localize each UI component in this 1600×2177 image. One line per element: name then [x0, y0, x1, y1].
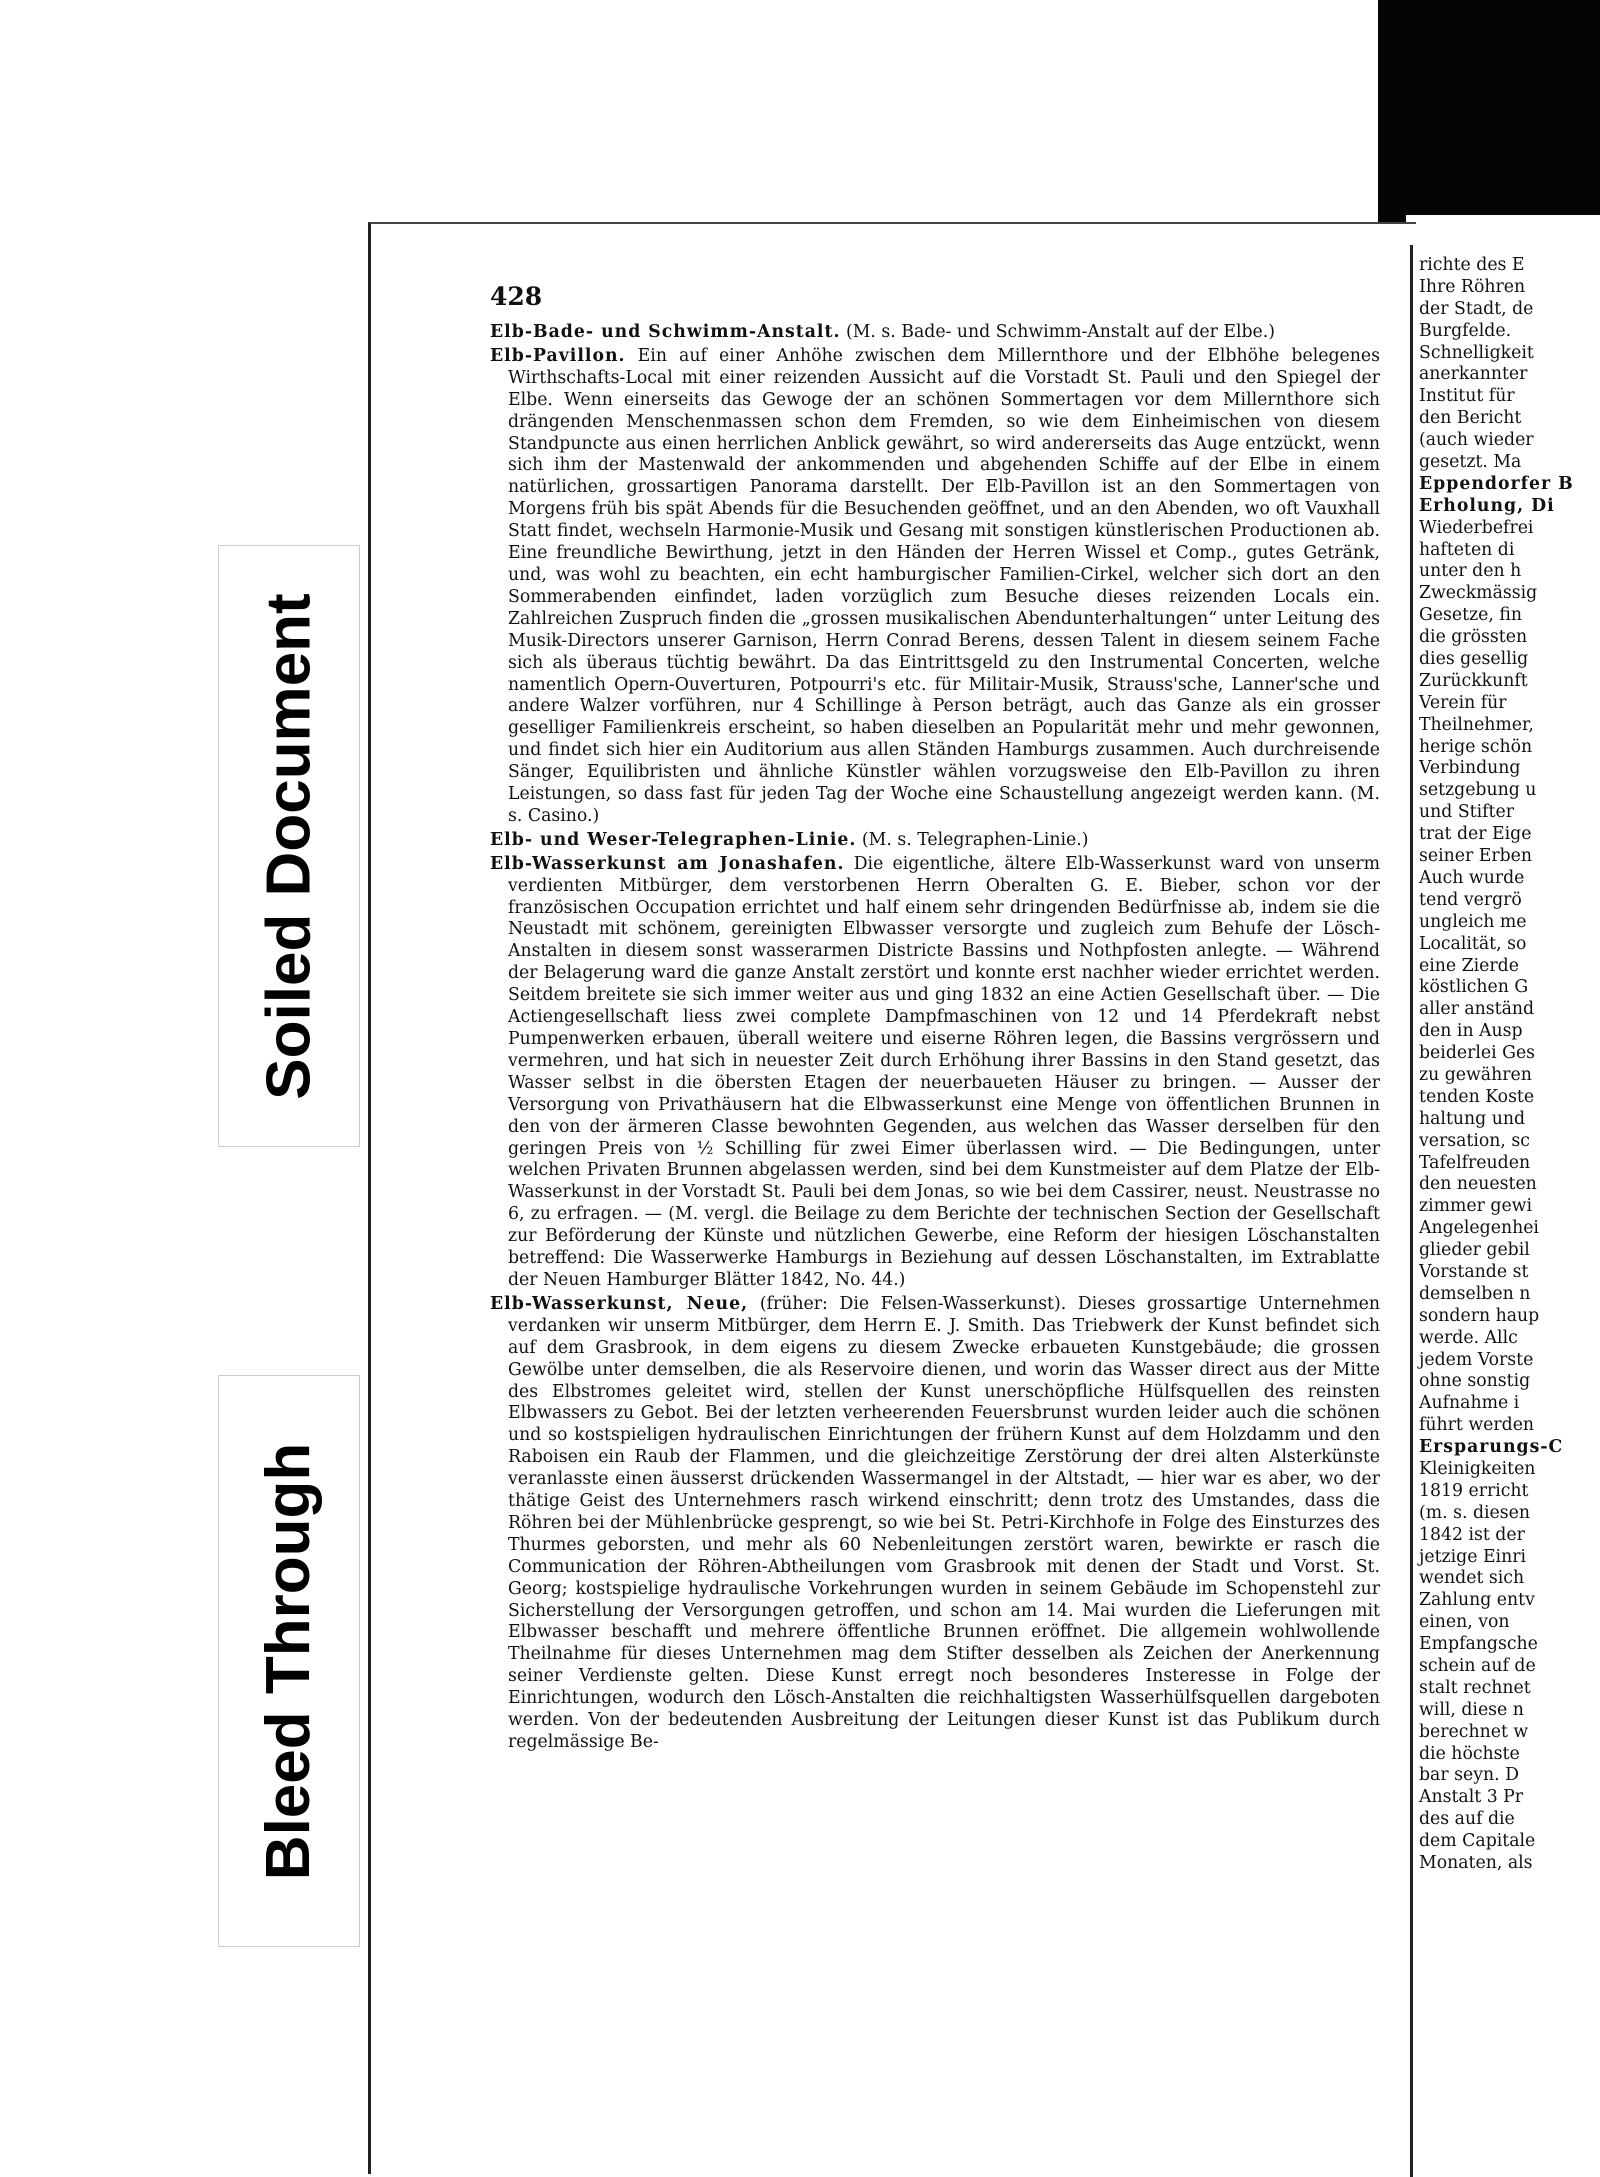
facing-page-line: Zahlung entv: [1419, 1590, 1535, 1611]
facing-page-line: beiderlei Ges: [1419, 1043, 1536, 1064]
facing-page-line: (auch wieder: [1419, 430, 1534, 451]
scanner-edge-black: [1378, 0, 1600, 215]
facing-page-line: den in Ausp: [1419, 1021, 1523, 1042]
facing-page-line: Aufnahme i: [1419, 1393, 1520, 1414]
page-number: 428: [490, 282, 543, 311]
entry-body: (früher: Die Felsen-Wasserkunst). Dieses grossartige Unternehmen verdanken wir unserm Mitbürger, dem Herrn E. J. Smith. Das Triebwerk der Kunst befindet sich auf dem Grasbrook, in dem eigens zu diesem Zwecke erbaueten Kunstgebäude; die grossen Gewölbe unter demselben, die als Reservoire dienen, und worin das Wasser direct aus der Mitte des Elbstromes geleitet wird, stellen der Kunst unerschöpfliche Hülfsquellen des reinsten Elbwassers zu Gebot. Bei der letzten verheerenden Feuersbrunst wurden leider auch die schönen und so kostspieligen hydraulischen Einrichtungen der frühern Kunst auf dem Holzdamm und den Raboisen ein Raub der Flammen, und die gleichzeitige Zerstörung der drei alten Alsterkünste veranlasste einen äusserst drückenden Wassermangel in der Altstadt, — hier war es aber, wo der thätige Geist des Unternehmers rasch wirkend einschritt; denn trotz des Umstandes, dass die Röhren bei der Mühlenbrücke gesprengt, so wie bei St. Petri-Kirchhofe in Folge des Einsturzes des Thurmes geborsten, und mehr als 60 Nebenleitungen zerstört waren, bewirkte er rasch die Communication der Röhren-Abtheilungen vom Grasbrook mit denen der Stadt und Vorst. St. Georg; kostspielige hydraulische Vorkehrungen wurden in seinem Gebäude im Schopenstehl zur Sicherstellung der Versorgungen getroffen, und schon am 14. Mai wurden die Lieferungen mit Elbwasser beschafft und mehrere öffentliche Brunnen eröffnet. Die allgemein wohlwollende Theilnahme für dieses Unternehmen mag dem Stifter desselben als Zeichen der Anerkennung seiner Verdienste gelten. Diese Kunst erregt noch besonderes Insteresse in Folge der Einrichtungen, wodurch den Lösch-Anstalten die reichhaltigsten Wasserhülfsquellen dargeboten werden. Von der bedeutenden Ausbreitung der Leitungen dieser Kunst ist das Publikum durch regelmässige Be-: [508, 1293, 1381, 1752]
facing-page-line: die grössten: [1419, 627, 1528, 648]
facing-page-line: sondern haup: [1419, 1305, 1540, 1326]
facing-page-line: dem Capitale: [1419, 1831, 1536, 1852]
main-text-column: [490, 322, 1380, 1756]
bleed-through-label: Bleed Through: [254, 1442, 324, 1880]
entry-head: Elb-Wasserkunst am Jonashafen.: [490, 853, 845, 874]
facing-page-line: Auch wurde: [1419, 867, 1525, 888]
soiled-document-label: Soiled Document: [254, 592, 324, 1100]
facing-page-line: tend vergrö: [1419, 889, 1522, 910]
entry-wasserkunst-neue: [490, 1294, 1380, 1754]
facing-page-line: anerkannter: [1419, 364, 1528, 385]
facing-page-line: ungleich me: [1419, 911, 1527, 932]
bleed-through-tab: [218, 1375, 360, 1947]
facing-page-line: haltung und: [1419, 1108, 1526, 1129]
facing-page-line: Zurückkunft: [1419, 670, 1528, 691]
facing-page-line: richte des E: [1419, 255, 1525, 275]
entry-body: Ein auf einer Anhöhe zwischen dem Millernthore und der Elbhöhe belegenes Wirthschafts-Local mit einer reizenden Aussicht auf die Vorstadt St. Pauli und den Spiegel der Elbe. Wenn einerseits das Gewoge der an schönen Sommertagen vor dem Millernthore sich drängenden Menschenmassen schon dem Fremden, so wie dem Einheimischen von diesem Standpuncte aus einen herrlichen Anblick gewährt, so wird andererseits das Auge entzückt, wenn sich ihm der Mastenwald der ankommenden und abgehenden Schiffe auf der Elbe in einem natürlichen, grossartigen Panorama darstellt. Der Elb-Pavillon ist an den Sommertagen von Morgens früh bis spät Abends für die Besuchenden geöffnet, und an den Abenden, wo oft Vauxhall Statt findet, wechseln Harmonie-Musik und Gesang mit sonstigen künstlerischen Productionen ab. Eine freundliche Bewirthung, jetzt in den Händen der Herren Wissel et Comp., gutes Getränk, und, was wohl zu beachten, ein echt hamburgischer Familien-Cirkel, welcher sich dort an den Sommerabenden einfindet, laden vorzüglich zum Besuche dieses reizenden Locals ein. Zahlreichen Zuspruch finden die „grossen musikalischen Abendunterhaltungen“ unter Leitung des Musik-Directors unserer Garnison, Herrn Conrad Berens, dessen Talent in diesem seinem Fache sich als überaus tüchtig bewährt. Da das Eintrittsgeld zu den Instrumental Concerten, welche namentlich Opern-Ouverturen, Potpourri's etc. für Militair-Musik, Strauss'sche, Lanner'sche und andere Walzer vorführen, nur 4 Schillinge à Person beträgt, auch das Ganze als ein grosser geselliger Familienkreis erscheint, so haben dieselben an Popularität mehr und mehr gewonnen, und findet sich hier ein Auditorium aus allen Ständen Hamburgs zusammen. Auch durchreisende Sänger, Equilibristen und ähnliche Künstler wählen vorzugsweise den Elb-Pavillon zu ihren Leistungen, so dass fast für jeden Tag der Woche eine Schaustellung angezeigt werden kann. (M. s. Casino.): [508, 345, 1380, 826]
facing-page-line: zimmer gewi: [1419, 1196, 1532, 1217]
facing-page-line: führt werden: [1419, 1415, 1535, 1436]
facing-page-text: [1419, 255, 1600, 1875]
entry-head: Elb-Bade- und Schwimm-Anstalt.: [490, 322, 841, 342]
entry-elb-bade: [490, 322, 1380, 344]
entry-telegraphen: [490, 830, 1380, 852]
facing-page-line: Theilnehmer,: [1419, 714, 1534, 735]
facing-page-line: stalt rechnet: [1419, 1677, 1531, 1698]
facing-page-line: köstlichen G: [1419, 977, 1529, 998]
facing-page-line: Ersparungs-C: [1419, 1437, 1564, 1458]
facing-page-line: und Stifter: [1419, 802, 1514, 823]
facing-page-line: 1842 ist der: [1419, 1524, 1525, 1545]
facing-page-line: Wiederbefrei: [1419, 517, 1534, 538]
entry-head: Elb-Wasserkunst, Neue,: [490, 1293, 749, 1314]
entry-head: Elb- und Weser-Telegraphen-Linie.: [490, 829, 857, 850]
facing-page-line: Zweckmässig: [1419, 583, 1538, 604]
facing-page-line: berechnet w: [1419, 1721, 1529, 1742]
facing-page-line: jetzige Einri: [1419, 1546, 1527, 1567]
facing-page-line: Institut für: [1419, 386, 1515, 407]
facing-page-line: demselben n: [1419, 1283, 1531, 1304]
facing-page-line: herige schön: [1419, 736, 1533, 757]
facing-page-line: Eppendorfer B: [1419, 473, 1574, 494]
facing-page-line: glieder gebil: [1419, 1240, 1530, 1261]
facing-page-line: den Bericht: [1419, 408, 1522, 429]
facing-page-line: tenden Koste: [1419, 1086, 1535, 1107]
facing-page-line: zu gewähren: [1419, 1064, 1532, 1085]
facing-page-line: Localität, so: [1419, 933, 1527, 954]
facing-page-line: Kleinigkeiten: [1419, 1458, 1536, 1479]
facing-page-line: Tafelfreuden: [1419, 1152, 1531, 1173]
facing-page-line: Vorstande st: [1419, 1261, 1529, 1282]
facing-page-line: des auf die: [1419, 1809, 1515, 1830]
facing-page-line: Erholung, Di: [1419, 495, 1555, 516]
facing-page-line: wendet sich: [1419, 1568, 1525, 1589]
entry-body: Die eigentliche, ältere Elb-Wasserkunst ward von unserm verdienten Mitbürger, dem verstorbenen Herrn Oberalten G. E. Bieber, schon vor der französischen Occupation errichtet und half einem sehr dringenden Bedürfnisse ab, indem sie die Neustadt mit schönem, gereinigten Elbwasser versorgte und zugleich zum Behufe der Lösch-Anstalten in diesem sonst wasserarmen Districte Bassins und Nothpfosten anlegte. — Während der Belagerung ward die ganze Anstalt zerstört und konnte erst nachher wieder errichtet werden. Seitdem breitete sie sich immer weiter aus und ging 1832 an eine Actien Gesellschaft über. — Die Actiengesellschaft liess zwei complete Dampfmaschinen von 12 und 14 Pferdekraft nebst Pumpenwerken erbauen, überall weitere und eiserne Röhren legen, die Bassins vergrössern und vermehren, und hat sich in neuester Zeit durch Erhöhung ihrer Bassins in den Stand gesetzt, das Wasser selbst in die öbersten Etagen der neuerbaueten Häuser zu bringen. — Ausser der Versorgung von Privathäusern hat die Elbwasserkunst eine Menge von öffentlichen Brunnen in den von der ärmeren Classe bewohnten Gegenden, aus welchen das Wasser derselben für den geringen Preis von ½ Schilling für zwei Eimer überlassen wird. — Die Bedingungen, unter welchen Privaten Brunnen abgelassen werden, sind bei dem Kunstmeister auf dem Platze der Elb-Wasserkunst in der Vorstadt St. Pauli bei dem Jonas, so wie bei dem Cassirer, neust. Neustrasse no 6, zu erfragen. — (M. vergl. die Beilage zu dem Berichte der technischen Section der Gesellschaft zur Beförderung der Künste und nützlichen Gewerbe, eine Reform der hiesigen Löschanstalten betreffend: Die Wasserwerke Hamburgs in Beziehung auf dessen Löschanstalten, im Extrablatte der Neuen Hamburger Blätter 1842, No. 44.): [508, 853, 1380, 1290]
facing-page-line: setzgebung u: [1419, 780, 1537, 801]
facing-page-line: aller anständ: [1419, 999, 1535, 1020]
facing-page-line: Schnelligkeit: [1419, 342, 1534, 363]
facing-page-line: versation, sc: [1419, 1130, 1530, 1151]
facing-page: [1410, 245, 1600, 2177]
facing-page-line: (m. s. diesen: [1419, 1502, 1531, 1523]
facing-page-line: bar seyn. D: [1419, 1765, 1519, 1786]
facing-page-line: eine Zierde: [1419, 955, 1519, 976]
facing-page-line: Gesetze, fin: [1419, 605, 1523, 626]
facing-page-line: die höchste: [1419, 1743, 1520, 1764]
facing-page-line: unter den h: [1419, 561, 1522, 582]
facing-page-line: Anstalt 3 Pr: [1419, 1787, 1524, 1808]
facing-page-line: gesetzt. Ma: [1419, 452, 1522, 473]
facing-page-line: jedem Vorste: [1419, 1349, 1534, 1370]
entry-body: (M. s. Telegraphen-Linie.): [861, 829, 1089, 850]
facing-page-line: der Stadt, de: [1419, 298, 1534, 319]
facing-page-line: will, diese n: [1419, 1699, 1524, 1720]
entry-wasserkunst-jonashafen: [490, 854, 1380, 1292]
facing-page-line: einen, von: [1419, 1612, 1510, 1633]
facing-page-line: Empfangsche: [1419, 1634, 1538, 1655]
entry-body: (M. s. Bade- und Schwimm-Anstalt auf der Elbe.): [846, 322, 1276, 342]
facing-page-line: Monaten, als: [1419, 1853, 1533, 1874]
facing-page-line: dies gesellig: [1419, 649, 1529, 670]
facing-page-line: ohne sonstig: [1419, 1371, 1531, 1392]
facing-page-line: den neuesten: [1419, 1174, 1537, 1195]
facing-page-line: 1819 erricht: [1419, 1480, 1529, 1501]
facing-page-line: seiner Erben: [1419, 846, 1533, 867]
facing-page-line: werde. Allc: [1419, 1327, 1518, 1348]
facing-page-line: schein auf de: [1419, 1656, 1536, 1676]
soiled-document-tab: [218, 545, 360, 1147]
facing-page-line: Angelegenhei: [1419, 1218, 1539, 1239]
facing-page-line: Verbindung: [1419, 758, 1521, 779]
facing-page-line: trat der Eige: [1419, 824, 1532, 845]
facing-page-line: hafteten di: [1419, 539, 1515, 560]
entry-head: Elb-Pavillon.: [490, 345, 626, 366]
facing-page-line: Ihre Röhren: [1419, 276, 1526, 297]
facing-page-line: Burgfelde.: [1419, 320, 1512, 341]
facing-page-line: Verein für: [1419, 692, 1507, 713]
entry-elb-pavillon: [490, 346, 1380, 828]
